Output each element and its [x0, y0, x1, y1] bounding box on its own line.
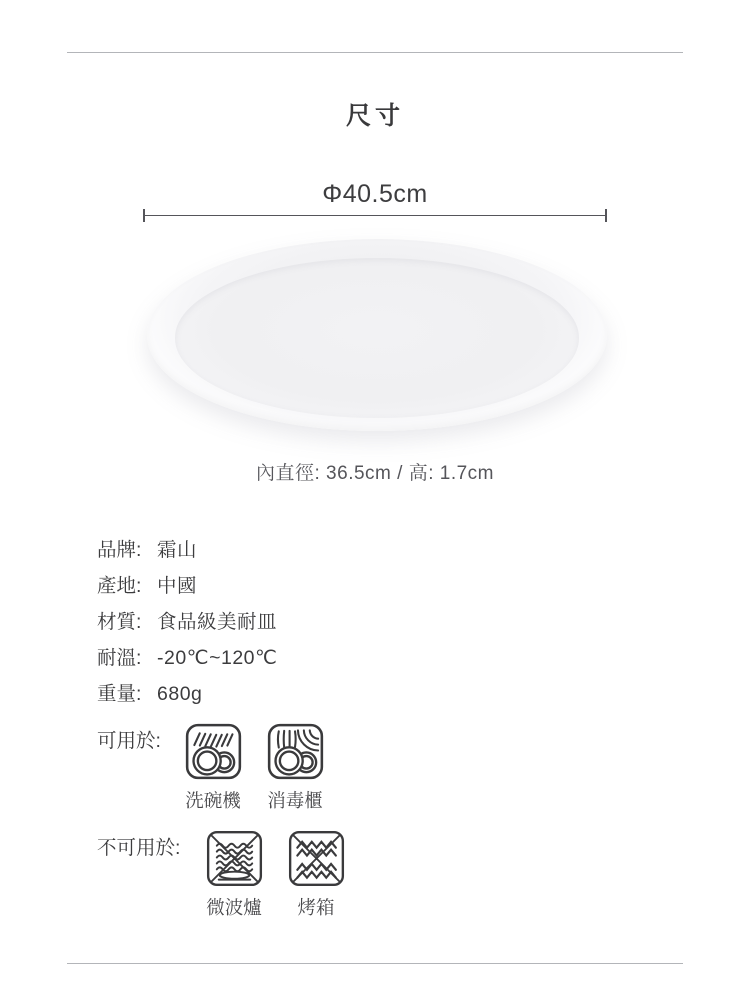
oven-icon: [287, 829, 346, 888]
plate-inner-well: [175, 258, 580, 417]
not-usable-row: [97, 829, 346, 920]
not-usable-item-oven: [286, 829, 346, 920]
sterilizer-icon: [266, 722, 325, 781]
oven-label: 烤箱: [297, 897, 335, 918]
plate-image: [147, 239, 607, 431]
spec-row-material: [97, 604, 277, 640]
diameter-label: Φ40.5cm: [322, 180, 428, 208]
dishwasher-icon: [184, 722, 243, 781]
spec-value: 680g: [157, 683, 203, 705]
spec-list: [97, 532, 277, 712]
size-section-title: 尺寸: [345, 102, 404, 130]
spec-label: 重量:: [97, 683, 142, 705]
spec-label: 產地:: [97, 575, 142, 597]
spec-row-weight: [97, 676, 277, 712]
spec-row-temperature: [97, 640, 277, 676]
not-usable-label: 不可用於:: [97, 837, 181, 859]
dishwasher-label: 洗碗機: [185, 790, 241, 811]
diameter-measure-line: [143, 209, 607, 222]
usable-item-sterilizer: [265, 722, 325, 813]
spec-value: 中國: [157, 575, 198, 597]
spec-value: 霜山: [157, 539, 198, 561]
not-usable-item-microwave: [204, 829, 264, 920]
usable-label: 可用於:: [97, 730, 161, 752]
spec-label: 材質:: [97, 611, 142, 633]
spec-label: 耐溫:: [97, 647, 142, 669]
spec-value: 食品級美耐皿: [157, 611, 278, 633]
top-divider: [67, 52, 683, 53]
usable-item-dishwasher: [183, 722, 243, 813]
spec-row-origin: [97, 568, 277, 604]
spec-label: 品牌:: [97, 539, 142, 561]
microwave-label: 微波爐: [206, 897, 262, 918]
spec-value: -20℃~120℃: [157, 647, 278, 669]
usable-items: [183, 722, 325, 813]
not-usable-items: [204, 829, 346, 920]
bottom-divider: [67, 963, 683, 964]
spec-row-brand: [97, 532, 277, 568]
sterilizer-label: 消毒櫃: [267, 790, 323, 811]
usable-row: [97, 722, 325, 813]
microwave-icon: [205, 829, 264, 888]
inner-dimension-caption: 內直徑: 36.5cm / 高: 1.7cm: [256, 463, 494, 484]
